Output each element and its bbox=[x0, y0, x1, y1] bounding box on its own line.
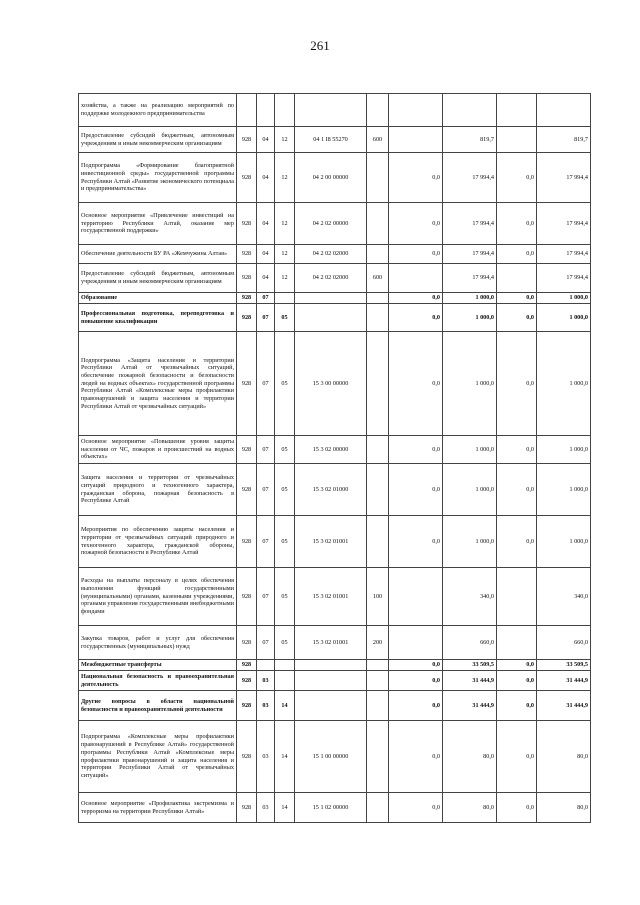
cell-cs: 15 1 02 00000 bbox=[295, 793, 367, 823]
cell-vr: 100 bbox=[367, 568, 389, 626]
cell-value-1: 0,0 bbox=[389, 464, 443, 516]
cell-vr bbox=[367, 304, 389, 332]
cell-vr bbox=[367, 671, 389, 691]
cell-ved: 928 bbox=[237, 793, 257, 823]
cell-vr bbox=[367, 721, 389, 793]
cell-value-2: 80,0 bbox=[443, 721, 497, 793]
cell-value-1 bbox=[389, 568, 443, 626]
cell-value-2 bbox=[443, 94, 497, 127]
cell-cs: 15 3 02 01000 bbox=[295, 464, 367, 516]
cell-value-4: 1 000,0 bbox=[537, 464, 591, 516]
table-row bbox=[79, 127, 591, 153]
cell-cs: 04 2 00 00000 bbox=[295, 153, 367, 203]
cell-value-1: 0,0 bbox=[389, 332, 443, 436]
cell-pr: 05 bbox=[275, 516, 295, 568]
cell-cs: 04 2 02 02000 bbox=[295, 264, 367, 293]
cell-rz: 04 bbox=[257, 127, 275, 153]
cell-pr: 05 bbox=[275, 436, 295, 464]
cell-value-3 bbox=[497, 568, 537, 626]
cell-rz: 04 bbox=[257, 203, 275, 245]
table-row bbox=[79, 293, 591, 304]
cell-value-4: 80,0 bbox=[537, 721, 591, 793]
cell-pr: 05 bbox=[275, 304, 295, 332]
cell-value-3: 0,0 bbox=[497, 516, 537, 568]
cell-value-4: 17 994,4 bbox=[537, 203, 591, 245]
cell-vr bbox=[367, 293, 389, 304]
cell-value-3: 0,0 bbox=[497, 464, 537, 516]
table-row bbox=[79, 245, 591, 264]
cell-vr bbox=[367, 691, 389, 721]
cell-value-2: 31 444,9 bbox=[443, 691, 497, 721]
cell-value-4: 1 000,0 bbox=[537, 293, 591, 304]
cell-vr bbox=[367, 516, 389, 568]
cell-name: Основное мероприятие «Повышение уровня защиты населения от ЧС, пожаров и происшествий на водных объектах» bbox=[79, 436, 237, 464]
budget-table bbox=[78, 93, 591, 823]
cell-value-2: 17 994,4 bbox=[443, 203, 497, 245]
cell-ved: 928 bbox=[237, 153, 257, 203]
table-row bbox=[79, 203, 591, 245]
cell-value-4: 17 994,4 bbox=[537, 245, 591, 264]
cell-value-4: 1 000,0 bbox=[537, 332, 591, 436]
table-row bbox=[79, 94, 591, 127]
table-row bbox=[79, 568, 591, 626]
cell-vr bbox=[367, 464, 389, 516]
cell-value-1: 0,0 bbox=[389, 671, 443, 691]
cell-ved: 928 bbox=[237, 671, 257, 691]
cell-cs: 15 3 02 00000 bbox=[295, 436, 367, 464]
cell-cs bbox=[295, 94, 367, 127]
cell-pr bbox=[275, 660, 295, 671]
cell-ved: 928 bbox=[237, 516, 257, 568]
cell-value-2: 80,0 bbox=[443, 793, 497, 823]
cell-value-1: 0,0 bbox=[389, 691, 443, 721]
cell-value-3: 0,0 bbox=[497, 293, 537, 304]
cell-value-3 bbox=[497, 264, 537, 293]
table-row bbox=[79, 626, 591, 660]
cell-value-3: 0,0 bbox=[497, 304, 537, 332]
cell-pr: 12 bbox=[275, 203, 295, 245]
cell-name: Подпрограмма «Защита населения и территории Республики Алтай от чрезвычайных ситуаций, обеспечение пожарной безопасности и безопасности людей на водных объектах» государственной программы Республики Алтай «Комплексные меры профилактики правонарушений и защита населения и территории Республики Алтай от чрезвычайных ситуаций» bbox=[79, 332, 237, 436]
cell-ved: 928 bbox=[237, 127, 257, 153]
cell-cs bbox=[295, 691, 367, 721]
table-row bbox=[79, 464, 591, 516]
cell-ved: 928 bbox=[237, 626, 257, 660]
page-number: 261 bbox=[310, 38, 330, 53]
cell-rz bbox=[257, 94, 275, 127]
cell-ved: 928 bbox=[237, 464, 257, 516]
cell-value-1: 0,0 bbox=[389, 721, 443, 793]
table-row bbox=[79, 436, 591, 464]
cell-pr: 05 bbox=[275, 568, 295, 626]
cell-value-3: 0,0 bbox=[497, 436, 537, 464]
cell-pr: 14 bbox=[275, 691, 295, 721]
cell-value-1: 0,0 bbox=[389, 203, 443, 245]
cell-ved: 928 bbox=[237, 332, 257, 436]
cell-rz: 03 bbox=[257, 721, 275, 793]
cell-value-2: 17 994,4 bbox=[443, 153, 497, 203]
cell-value-4: 80,0 bbox=[537, 793, 591, 823]
cell-name: Предоставление субсидий бюджетным, автономным учреждениям и иным некоммерческим организациям bbox=[79, 264, 237, 293]
cell-value-2: 340,0 bbox=[443, 568, 497, 626]
cell-cs: 15 3 02 01001 bbox=[295, 568, 367, 626]
cell-value-4: 31 444,9 bbox=[537, 691, 591, 721]
cell-pr: 12 bbox=[275, 153, 295, 203]
cell-value-2: 1 000,0 bbox=[443, 332, 497, 436]
cell-ved: 928 bbox=[237, 436, 257, 464]
table-row bbox=[79, 304, 591, 332]
cell-name: Подпрограмма «Комплексные меры профилактики правонарушений в Республике Алтай» государственной программы Республики Алтай «Комплексные меры профилактики правонарушений и защита населения и территории Республики Алтай от чрезвычайных ситуаций» bbox=[79, 721, 237, 793]
cell-value-2: 1 000,0 bbox=[443, 464, 497, 516]
table-row bbox=[79, 671, 591, 691]
cell-vr bbox=[367, 153, 389, 203]
cell-cs bbox=[295, 293, 367, 304]
cell-rz: 07 bbox=[257, 568, 275, 626]
cell-rz: 07 bbox=[257, 304, 275, 332]
cell-name: Мероприятия по обеспечению защиты населения и территории от чрезвычайных ситуаций природного и техногенного характера, гражданской обороны, пожарной безопасности в Республике Алтай bbox=[79, 516, 237, 568]
cell-cs: 15 3 02 01001 bbox=[295, 626, 367, 660]
cell-rz: 07 bbox=[257, 464, 275, 516]
cell-value-3: 0,0 bbox=[497, 691, 537, 721]
cell-pr: 12 bbox=[275, 264, 295, 293]
cell-pr bbox=[275, 94, 295, 127]
cell-rz: 07 bbox=[257, 436, 275, 464]
cell-value-4: 1 000,0 bbox=[537, 436, 591, 464]
cell-value-2: 1 000,0 bbox=[443, 293, 497, 304]
cell-value-4: 340,0 bbox=[537, 568, 591, 626]
cell-name: Межбюджетные трансферты bbox=[79, 660, 237, 671]
cell-rz: 03 bbox=[257, 691, 275, 721]
cell-name: Основное мероприятие «Привлечение инвестиций на территорию Республики Алтай, оказание мер государственной поддержки» bbox=[79, 203, 237, 245]
cell-value-1: 0,0 bbox=[389, 293, 443, 304]
cell-pr: 12 bbox=[275, 127, 295, 153]
cell-pr: 05 bbox=[275, 626, 295, 660]
table-row bbox=[79, 264, 591, 293]
cell-name: Обеспечение деятельности БУ РА «Жемчужина Алтая» bbox=[79, 245, 237, 264]
cell-value-4: 660,0 bbox=[537, 626, 591, 660]
cell-value-1: 0,0 bbox=[389, 660, 443, 671]
cell-value-1 bbox=[389, 626, 443, 660]
cell-value-4: 33 509,5 bbox=[537, 660, 591, 671]
cell-rz: 07 bbox=[257, 293, 275, 304]
cell-name: Другие вопросы в области национальной безопасности и правоохранительной деятельности bbox=[79, 691, 237, 721]
cell-value-3 bbox=[497, 127, 537, 153]
cell-cs bbox=[295, 671, 367, 691]
cell-rz: 04 bbox=[257, 153, 275, 203]
table-row bbox=[79, 332, 591, 436]
cell-value-4: 819,7 bbox=[537, 127, 591, 153]
cell-rz: 03 bbox=[257, 671, 275, 691]
cell-value-3: 0,0 bbox=[497, 245, 537, 264]
cell-cs: 15 3 00 00000 bbox=[295, 332, 367, 436]
cell-value-3: 0,0 bbox=[497, 793, 537, 823]
cell-value-3: 0,0 bbox=[497, 721, 537, 793]
cell-pr bbox=[275, 293, 295, 304]
cell-value-4: 17 994,4 bbox=[537, 264, 591, 293]
cell-rz: 04 bbox=[257, 245, 275, 264]
cell-rz: 07 bbox=[257, 332, 275, 436]
cell-value-3 bbox=[497, 626, 537, 660]
cell-cs: 15 3 02 01001 bbox=[295, 516, 367, 568]
cell-ved bbox=[237, 94, 257, 127]
table-row bbox=[79, 153, 591, 203]
cell-vr: 200 bbox=[367, 626, 389, 660]
cell-vr: 600 bbox=[367, 264, 389, 293]
cell-value-2: 1 000,0 bbox=[443, 516, 497, 568]
cell-pr: 12 bbox=[275, 245, 295, 264]
cell-vr bbox=[367, 94, 389, 127]
cell-name: Защита населения и территории от чрезвычайных ситуаций природного и техногенного характера, гражданская оборона, пожарная безопасность в Республике Алтай bbox=[79, 464, 237, 516]
cell-value-3: 0,0 bbox=[497, 332, 537, 436]
cell-rz: 03 bbox=[257, 793, 275, 823]
cell-name: хозяйства, а также на реализацию мероприятий по поддержке молодежного предпринимательства bbox=[79, 94, 237, 127]
table-row bbox=[79, 691, 591, 721]
cell-pr: 14 bbox=[275, 793, 295, 823]
cell-cs: 04 2 02 00000 bbox=[295, 203, 367, 245]
cell-pr: 05 bbox=[275, 332, 295, 436]
cell-vr bbox=[367, 660, 389, 671]
cell-value-3 bbox=[497, 94, 537, 127]
cell-value-1: 0,0 bbox=[389, 516, 443, 568]
cell-value-2: 17 994,4 bbox=[443, 245, 497, 264]
cell-value-4: 31 444,9 bbox=[537, 671, 591, 691]
cell-value-4: 1 000,0 bbox=[537, 304, 591, 332]
cell-name: Расходы на выплаты персоналу в целях обеспечения выполнения функций государственными (муниципальными) органами, казенными учреждениями, органами управления государственными внебюджетными фондами bbox=[79, 568, 237, 626]
cell-name: Национальная безопасность и правоохранительная деятельность bbox=[79, 671, 237, 691]
cell-name: Подпрограмма «Формирование благоприятной инвестиционной среды» государственной программы Республики Алтай «Развитие экономического потенциала и предпринимательства» bbox=[79, 153, 237, 203]
cell-value-4: 1 000,0 bbox=[537, 516, 591, 568]
cell-value-3: 0,0 bbox=[497, 671, 537, 691]
cell-ved: 928 bbox=[237, 691, 257, 721]
cell-vr: 600 bbox=[367, 127, 389, 153]
cell-cs bbox=[295, 660, 367, 671]
cell-value-2: 17 994,4 bbox=[443, 264, 497, 293]
cell-ved: 928 bbox=[237, 660, 257, 671]
cell-ved: 928 bbox=[237, 721, 257, 793]
cell-cs: 04 2 02 02000 bbox=[295, 245, 367, 264]
cell-value-2: 1 000,0 bbox=[443, 436, 497, 464]
cell-value-2: 1 000,0 bbox=[443, 304, 497, 332]
cell-name: Профессиональная подготовка, переподготовка и повышение квалификации bbox=[79, 304, 237, 332]
cell-ved: 928 bbox=[237, 304, 257, 332]
cell-name: Закупка товаров, работ и услуг для обеспечения государственных (муниципальных) нужд bbox=[79, 626, 237, 660]
cell-value-2: 33 509,5 bbox=[443, 660, 497, 671]
cell-value-2: 31 444,9 bbox=[443, 671, 497, 691]
cell-pr: 14 bbox=[275, 721, 295, 793]
cell-value-1: 0,0 bbox=[389, 304, 443, 332]
cell-ved: 928 bbox=[237, 203, 257, 245]
cell-rz bbox=[257, 660, 275, 671]
cell-value-1: 0,0 bbox=[389, 153, 443, 203]
cell-ved: 928 bbox=[237, 245, 257, 264]
cell-rz: 04 bbox=[257, 264, 275, 293]
cell-cs: 15 1 00 00000 bbox=[295, 721, 367, 793]
cell-cs bbox=[295, 304, 367, 332]
cell-pr bbox=[275, 671, 295, 691]
cell-value-1 bbox=[389, 264, 443, 293]
table-row bbox=[79, 721, 591, 793]
cell-value-3: 0,0 bbox=[497, 203, 537, 245]
cell-rz: 07 bbox=[257, 626, 275, 660]
cell-rz: 07 bbox=[257, 516, 275, 568]
cell-ved: 928 bbox=[237, 568, 257, 626]
cell-value-1: 0,0 bbox=[389, 245, 443, 264]
cell-name: Основное мероприятие «Профилактика экстремизма и терроризма на территории Республики Алтай» bbox=[79, 793, 237, 823]
cell-value-2: 819,7 bbox=[443, 127, 497, 153]
cell-vr bbox=[367, 793, 389, 823]
cell-value-3: 0,0 bbox=[497, 660, 537, 671]
cell-value-1: 0,0 bbox=[389, 793, 443, 823]
table-row bbox=[79, 516, 591, 568]
cell-vr bbox=[367, 332, 389, 436]
cell-pr: 05 bbox=[275, 464, 295, 516]
table-row bbox=[79, 793, 591, 823]
cell-ved: 928 bbox=[237, 293, 257, 304]
table-row bbox=[79, 660, 591, 671]
cell-name: Предоставление субсидий бюджетным, автономным учреждениям и иным некоммерческим организациям bbox=[79, 127, 237, 153]
cell-value-3: 0,0 bbox=[497, 153, 537, 203]
cell-value-4 bbox=[537, 94, 591, 127]
cell-value-1: 0,0 bbox=[389, 436, 443, 464]
cell-cs: 04 1 I8 55270 bbox=[295, 127, 367, 153]
cell-value-4: 17 994,4 bbox=[537, 153, 591, 203]
cell-value-2: 660,0 bbox=[443, 626, 497, 660]
cell-value-1 bbox=[389, 94, 443, 127]
cell-name: Образование bbox=[79, 293, 237, 304]
cell-vr bbox=[367, 436, 389, 464]
cell-ved: 928 bbox=[237, 264, 257, 293]
cell-vr bbox=[367, 203, 389, 245]
cell-value-1 bbox=[389, 127, 443, 153]
cell-vr bbox=[367, 245, 389, 264]
